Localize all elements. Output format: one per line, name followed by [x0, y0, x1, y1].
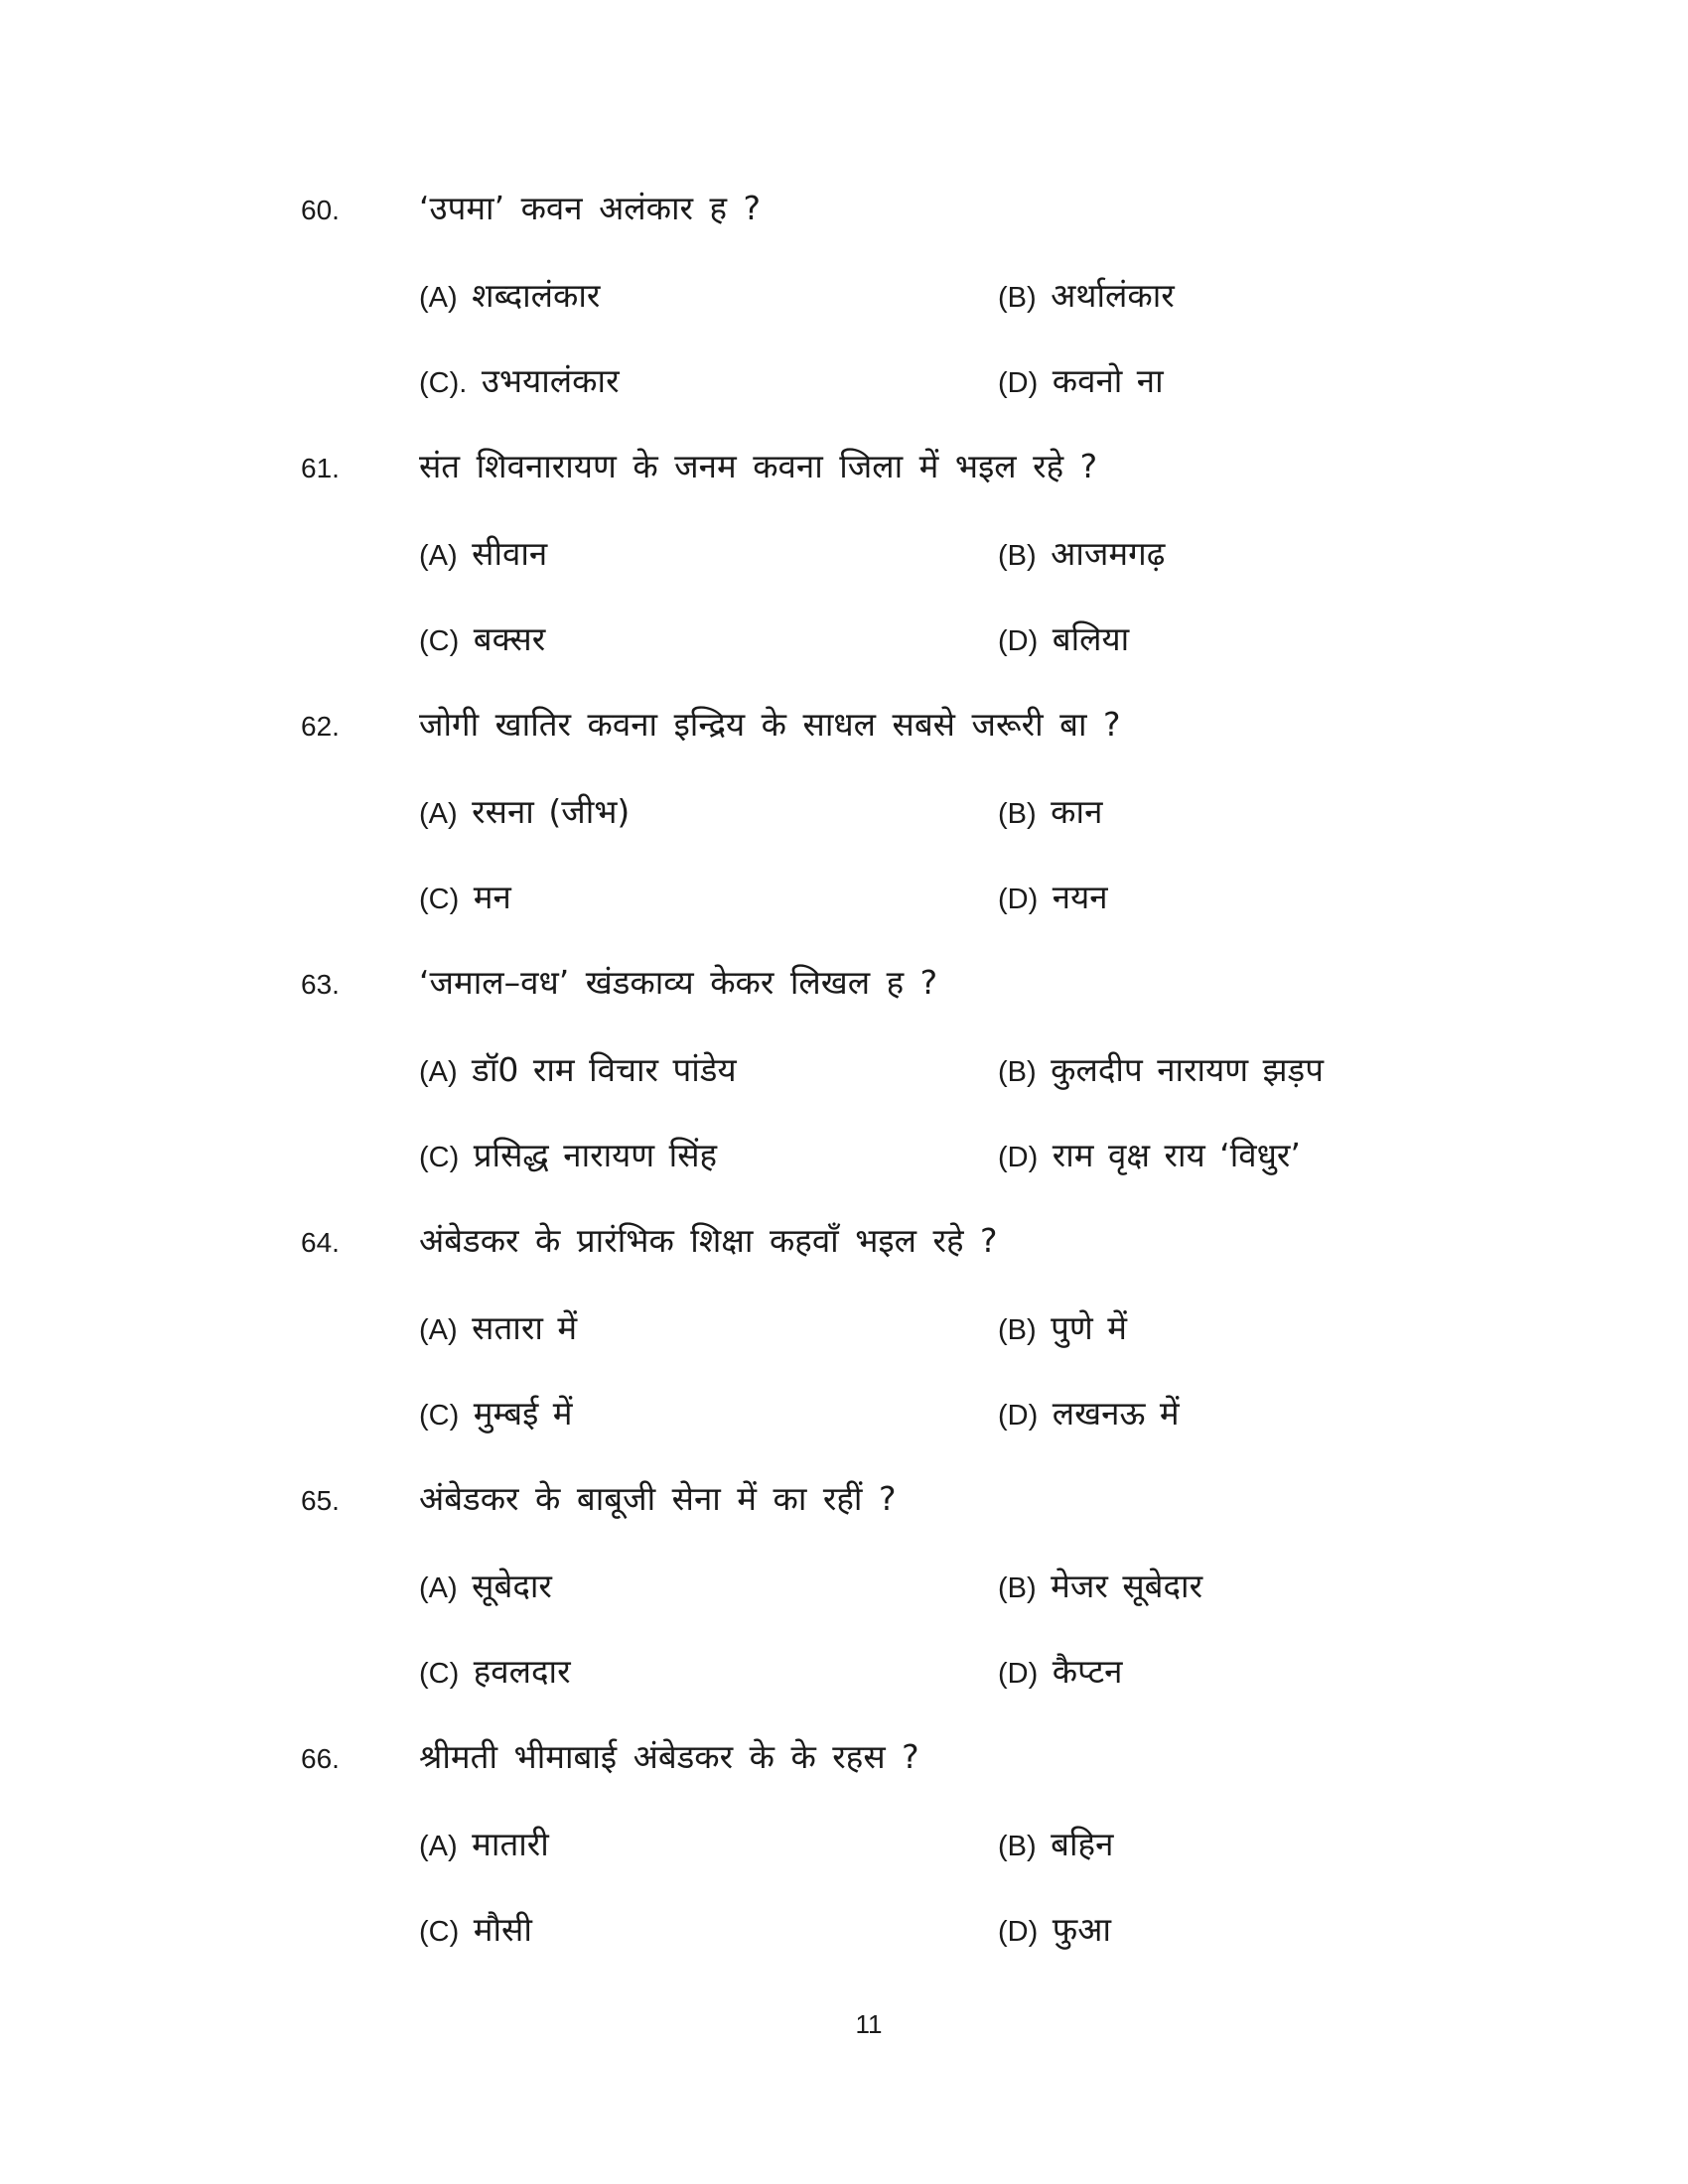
option-label: (B): [998, 540, 1037, 572]
option-a: [419, 1565, 552, 1610]
option-label: (D): [998, 1142, 1039, 1173]
option-a: [419, 1048, 737, 1094]
option-c: [419, 1392, 573, 1437]
option-b: [998, 532, 1165, 578]
option-text: पुणे में: [1051, 1308, 1127, 1347]
option-text: सतारा में: [472, 1308, 578, 1347]
question-text: अंबेडकर के प्रारंभिक शिक्षा कहवाँ भइल रहे ?: [419, 1221, 998, 1260]
option-label: (A): [419, 1572, 458, 1604]
option-label: (A): [419, 1831, 458, 1862]
option-text: शब्दालंकार: [472, 276, 601, 315]
option-label: (B): [998, 1056, 1037, 1088]
option-label: (A): [419, 1056, 458, 1088]
option-b: [998, 1306, 1127, 1352]
option-text: कवनो ना: [1052, 361, 1164, 400]
option-label: (C): [419, 1916, 460, 1948]
question-number: 61.: [301, 453, 340, 483]
option-b: [998, 790, 1102, 836]
option-text: बहिन: [1051, 1825, 1114, 1863]
option-label: (B): [998, 798, 1037, 830]
option-text: मौसी: [473, 1910, 532, 1949]
question-number: 65.: [301, 1485, 340, 1516]
option-d: [998, 1134, 1301, 1179]
option-d: [998, 1650, 1122, 1696]
question-text: संत शिवनारायण के जनम कवना जिला में भइल रहे ?: [419, 447, 1098, 485]
option-text: मेजर सूबेदार: [1051, 1567, 1203, 1605]
option-c: [419, 1134, 717, 1179]
option-text: उभयालंकार: [481, 361, 620, 400]
option-text: अर्थालंकार: [1051, 276, 1175, 315]
option-text: सीवान: [472, 534, 548, 573]
option-text: कान: [1051, 792, 1103, 831]
option-d: [998, 876, 1108, 921]
page-number: 11: [855, 2009, 883, 2039]
option-text: कुलदीप नारायण झड़प: [1051, 1050, 1324, 1089]
option-d: [998, 359, 1164, 405]
option-d: [998, 1392, 1180, 1437]
option-label: (D): [998, 1658, 1039, 1690]
option-label: (D): [998, 625, 1039, 657]
question-text: अंबेडकर के बाबूजी सेना में का रहीं ?: [419, 1479, 897, 1518]
option-label: (B): [998, 1314, 1037, 1346]
option-label: (D): [998, 1400, 1039, 1432]
option-text: कैप्टन: [1052, 1652, 1123, 1691]
option-text: प्रसिद्ध नारायण सिंह: [473, 1136, 718, 1174]
option-text: सूबेदार: [472, 1567, 552, 1605]
option-a: [419, 790, 630, 836]
question-text: ‘उपमा’ कवन अलंकार ह ?: [419, 189, 762, 227]
option-text: मातारी: [472, 1825, 549, 1863]
question-text: श्रीमती भीमाबाई अंबेडकर के के रहस ?: [419, 1737, 919, 1776]
option-label: (B): [998, 282, 1037, 314]
option-label: (C): [419, 1142, 460, 1173]
option-c: [419, 617, 545, 663]
option-a: [419, 274, 600, 320]
option-text: नयन: [1052, 878, 1108, 916]
question-text: जोगी खातिर कवना इन्द्रिय के साधल सबसे जरूरी बा ?: [419, 705, 1121, 744]
option-text: बलिया: [1052, 619, 1130, 658]
option-text: बक्सर: [473, 619, 546, 658]
option-c: [419, 1650, 571, 1696]
option-text: मन: [473, 878, 511, 916]
option-text: डॉ0 राम विचार पांडेय: [472, 1050, 737, 1089]
option-text: मुम्बई में: [473, 1394, 573, 1433]
option-label: (A): [419, 798, 458, 830]
question-number: 64.: [301, 1227, 340, 1258]
option-label: (A): [419, 1314, 458, 1346]
option-c: [419, 876, 511, 921]
question-number: 63.: [301, 969, 340, 1000]
option-label: (D): [998, 367, 1039, 399]
option-label: (D): [998, 884, 1039, 915]
option-label: (D): [998, 1916, 1039, 1948]
option-a: [419, 532, 547, 578]
option-label: (C): [419, 1400, 460, 1432]
question-text: ‘जमाल–वध’ खंडकाव्य केकर लिखल ह ?: [419, 963, 938, 1002]
question-number: 66.: [301, 1743, 340, 1774]
option-text: लखनऊ में: [1052, 1394, 1180, 1433]
option-a: [419, 1823, 549, 1868]
question-number: 60.: [301, 195, 340, 225]
option-b: [998, 1048, 1324, 1094]
option-c: [419, 359, 620, 405]
option-text: रसना (जीभ): [472, 792, 631, 831]
option-c: [419, 1908, 532, 1954]
option-label: (C): [419, 884, 460, 915]
option-label: (B): [998, 1572, 1037, 1604]
option-text: हवलदार: [473, 1652, 571, 1691]
option-b: [998, 1565, 1202, 1610]
option-label: (A): [419, 540, 458, 572]
option-text: फुआ: [1052, 1910, 1111, 1949]
question-number: 62.: [301, 711, 340, 742]
option-d: [998, 617, 1129, 663]
option-a: [419, 1306, 577, 1352]
option-text: आजमगढ़: [1051, 534, 1166, 573]
option-label: (C): [419, 1658, 460, 1690]
option-label: (B): [998, 1831, 1037, 1862]
option-b: [998, 274, 1175, 320]
option-text: राम वृक्ष राय ‘विधुर’: [1052, 1136, 1301, 1174]
option-label: (C).: [419, 367, 468, 399]
option-d: [998, 1908, 1111, 1954]
option-label: (A): [419, 282, 458, 314]
option-b: [998, 1823, 1113, 1868]
option-label: (C): [419, 625, 460, 657]
